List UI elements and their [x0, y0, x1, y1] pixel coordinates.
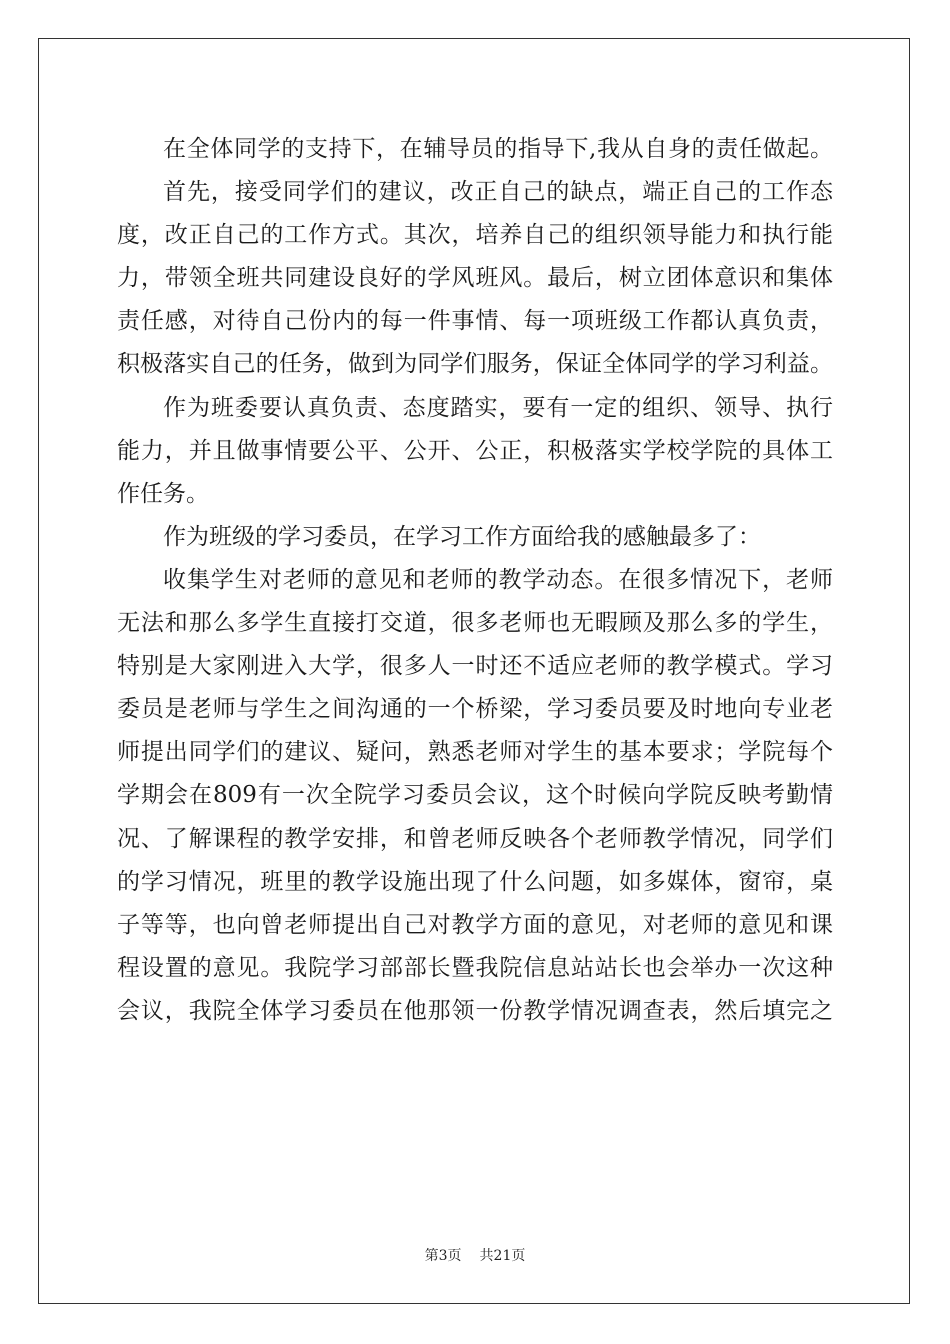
text-line-8: 能力，并且做事情要公平、公开、公正，积极落实学校学院的具体工 — [117, 437, 833, 464]
text-line-2: 首先，接受同学们的建议，改正自己的缺点，端正自己的工作态 — [163, 179, 833, 206]
page-number: 第3页 — [424, 1248, 462, 1264]
text-line-18: 的学习情况，班里的教学设施出现了什么问题，如多媒体，窗帘，桌 — [117, 868, 833, 895]
text-line-13: 特别是大家刚进入大学，很多人一时还不适应老师的教学模式。学习 — [117, 653, 833, 680]
text-line-3: 度，改正自己的工作方式。其次，培养自己的组织领导能力和执行能 — [117, 222, 833, 249]
text-line-6: 积极落实自己的任务，做到为同学们服务，保证全体同学的学习利益。 — [117, 351, 833, 378]
text-line-10: 作为班级的学习委员，在学习工作方面给我的感触最多了： — [163, 523, 761, 550]
text-line-15: 师提出同学们的建议、疑问，熟悉老师对学生的基本要求；学院每个 — [117, 739, 833, 766]
text-line-19: 子等等，也向曾老师提出自己对教学方面的意见，对老师的意见和课 — [117, 911, 833, 938]
text-line-9: 作任务。 — [117, 480, 209, 507]
text-line-17: 况、了解课程的教学安排，和曾老师反映各个老师教学情况，同学们 — [117, 825, 833, 852]
text-line-20: 程设置的意见。我院学习部部长暨我院信息站站长也会举办一次这种 — [117, 954, 833, 981]
text-line-1: 在全体同学的支持下，在辅导员的指导下,我从自身的责任做起。 — [163, 136, 833, 162]
text-line-5: 责任感，对待自己份内的每一件事情、每一项班级工作都认真负责， — [117, 308, 833, 335]
text-line-14: 委员是老师与学生之间沟通的一个桥梁，学习委员要及时地向专业老 — [117, 696, 833, 723]
text-line-16: 学期会在809有一次全院学习委员会议，这个时候向学院反映考勤情 — [117, 782, 833, 809]
page-footer — [0, 1245, 950, 1265]
page-total: 共21页 — [479, 1248, 526, 1264]
text-line-11: 收集学生对老师的意见和老师的教学动态。在很多情况下，老师 — [163, 566, 833, 593]
text-line-4: 力，带领全班共同建设良好的学风班风。最后，树立团体意识和集体 — [117, 265, 833, 292]
text-line-12: 无法和那么多学生直接打交道，很多老师也无暇顾及那么多的学生， — [117, 610, 833, 637]
text-line-21: 会议，我院全体学习委员在他那领一份教学情况调查表，然后填完之 — [117, 997, 833, 1024]
document-body — [117, 128, 833, 1033]
text-line-7: 作为班委要认真负责、态度踏实，要有一定的组织、领导、执行 — [163, 394, 833, 421]
